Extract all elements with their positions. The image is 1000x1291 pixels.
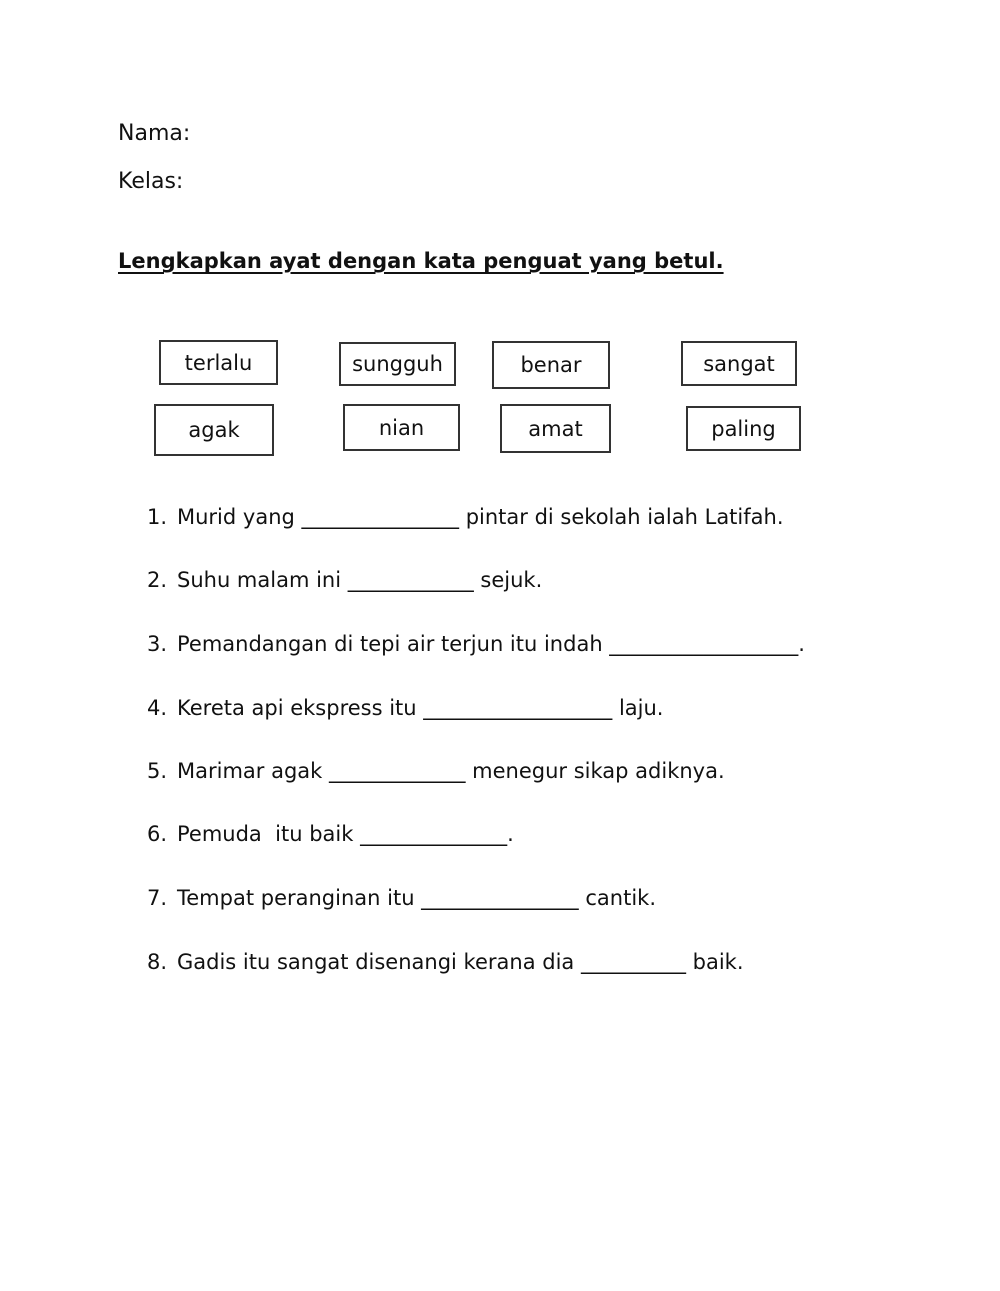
instruction-heading: Lengkapkan ayat dengan kata penguat yang betul. <box>118 249 724 273</box>
word-box-benar[interactable]: benar <box>492 341 610 389</box>
word-box-agak[interactable]: agak <box>154 404 274 456</box>
question-item <box>147 884 656 912</box>
question-number: 6. <box>147 822 168 846</box>
question-text[interactable]: Kereta api ekspress itu __________________ laju. <box>177 696 664 720</box>
question-number: 3. <box>147 632 168 656</box>
word-box-paling[interactable]: paling <box>686 406 801 451</box>
question-text[interactable]: Pemandangan di tepi air terjun itu indah __________________. <box>177 632 805 656</box>
question-number: 2. <box>147 568 168 592</box>
word-box-amat[interactable]: amat <box>500 404 611 453</box>
question-number: 7. <box>147 886 168 910</box>
word-box-terlalu[interactable]: terlalu <box>159 340 278 385</box>
question-item <box>147 503 784 531</box>
question-number: 1. <box>147 505 168 529</box>
class-field[interactable]: Kelas: <box>118 169 184 194</box>
question-text[interactable]: Murid yang _______________ pintar di sekolah ialah Latifah. <box>177 505 784 529</box>
question-item <box>147 757 725 785</box>
question-item <box>147 566 542 594</box>
question-text[interactable]: Pemuda itu baik ______________. <box>177 822 514 846</box>
question-item <box>147 948 744 976</box>
question-item <box>147 630 805 658</box>
question-text[interactable]: Suhu malam ini ____________ sejuk. <box>177 568 543 592</box>
question-text[interactable]: Tempat peranginan itu _______________ cantik. <box>177 886 656 910</box>
word-box-sangat[interactable]: sangat <box>681 341 797 386</box>
word-box-sungguh[interactable]: sungguh <box>339 342 456 386</box>
word-box-nian[interactable]: nian <box>343 404 460 451</box>
question-number: 8. <box>147 950 168 974</box>
question-number: 5. <box>147 759 168 783</box>
question-item <box>147 820 514 848</box>
question-number: 4. <box>147 696 168 720</box>
question-text[interactable]: Marimar agak _____________ menegur sikap adiknya. <box>177 759 725 783</box>
question-item <box>147 694 663 722</box>
name-field[interactable]: Nama: <box>118 121 191 146</box>
question-text[interactable]: Gadis itu sangat disenangi kerana dia __________ baik. <box>177 950 744 974</box>
